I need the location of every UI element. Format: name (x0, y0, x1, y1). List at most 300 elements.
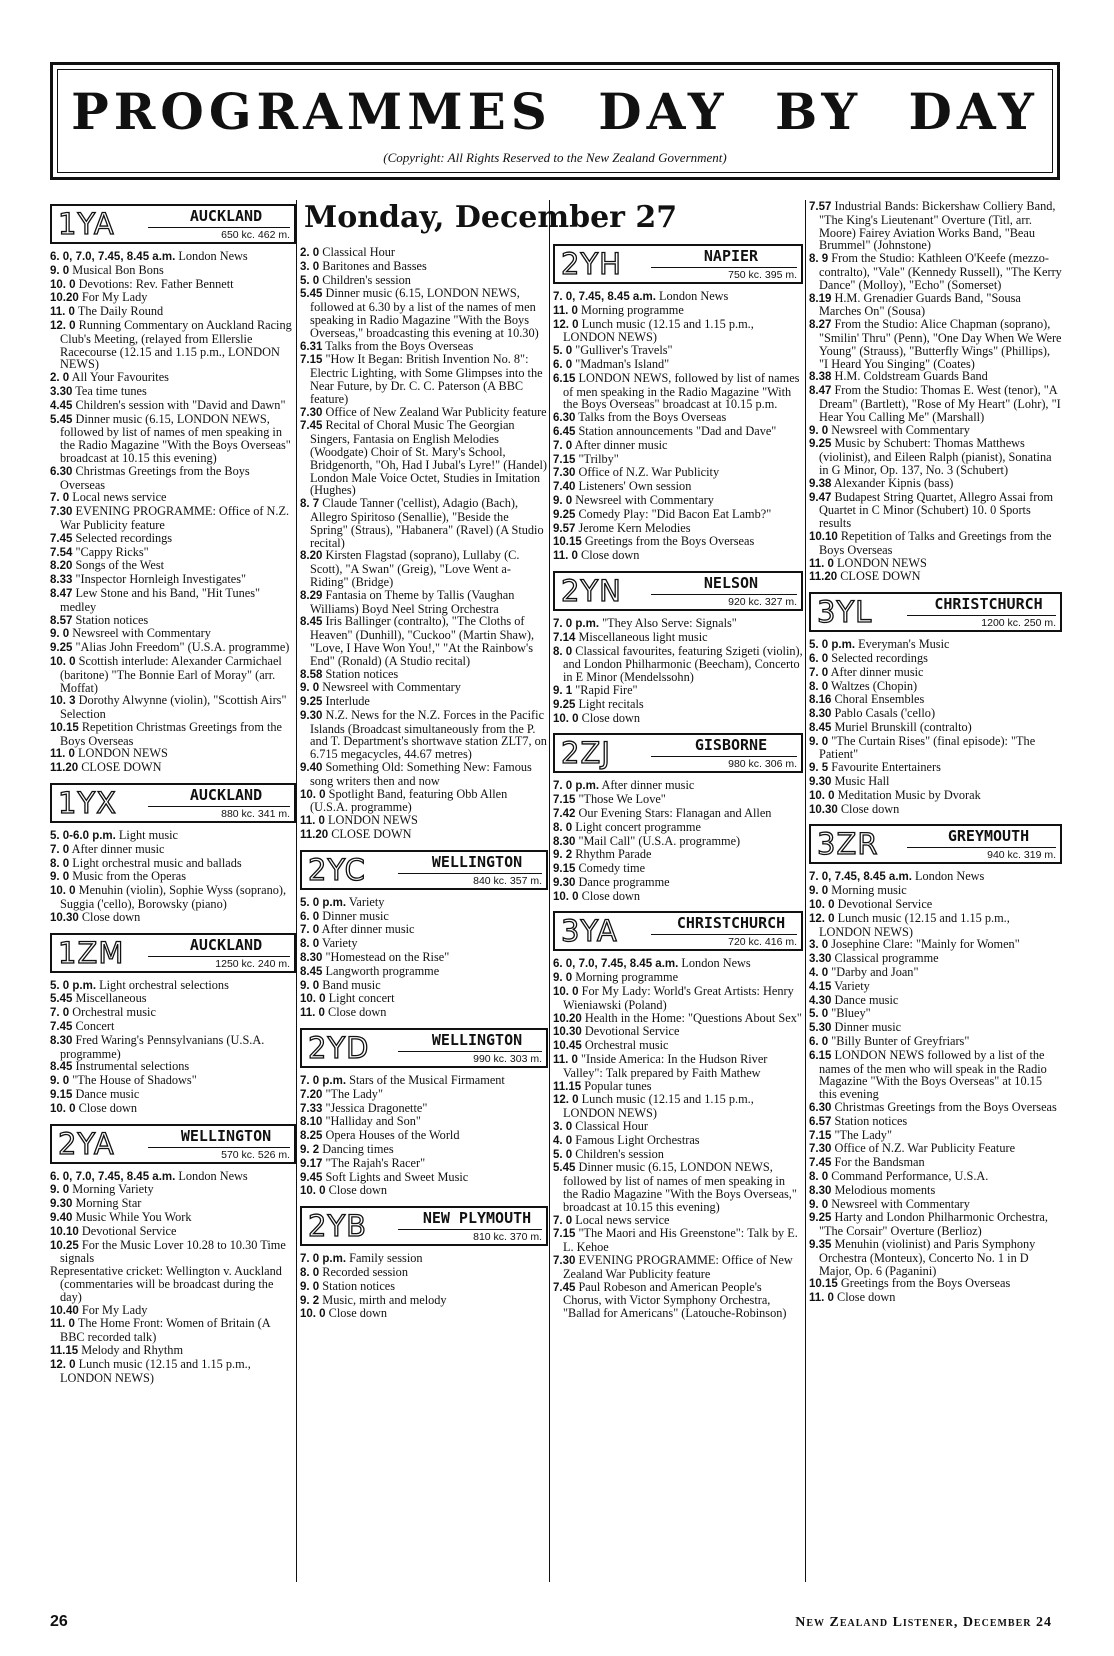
programme-entry (553, 1120, 803, 1134)
programme-description: Morning programme (581, 302, 684, 317)
programme-time: 10. 0 (553, 986, 579, 999)
programme-time: 9.17 (300, 1157, 323, 1170)
programme-entry (809, 1156, 1062, 1170)
programme-description: Dinner music (322, 908, 389, 923)
programme-description: LONDON NEWS (837, 555, 927, 570)
programme-entry (300, 965, 548, 979)
station-callsign: 1YA (58, 207, 115, 241)
programme-list (50, 1170, 296, 1385)
programme-time: 8.47 (809, 385, 832, 398)
programme-time: 7.45 (300, 420, 323, 433)
programme-description: Choral Ensembles (834, 692, 925, 707)
page-title: PROGRAMMES DAY BY DAY (71, 82, 1039, 141)
programme-time: 7. 0 (809, 666, 829, 679)
programme-time: 9. 0 (50, 1075, 70, 1088)
programme-time: 9.57 (553, 522, 576, 535)
programme-description: Menuhin (violinist) and Paris Symphony Orchestra (Monteux), Concerto No. 1 in D Major, Op. 6 (Paganini) (819, 1236, 1036, 1278)
programme-entry (809, 1198, 1062, 1212)
programme-entry (809, 1211, 1062, 1238)
programme-description: Greetings from the Boys Overseas (840, 1276, 1011, 1291)
programme-entry (50, 627, 296, 641)
programme-entry (809, 1184, 1062, 1198)
programme-description: Close down (328, 1183, 388, 1198)
programme-time: 5. 0 (809, 1008, 829, 1021)
programme-entry (553, 466, 803, 480)
programme-entry (809, 1049, 1062, 1101)
programme-description: Variety (834, 978, 870, 993)
programme-time: 4.30 (809, 994, 832, 1007)
programme-time: 7.40 (553, 481, 576, 494)
programme-entry (809, 912, 1062, 939)
programme-entry (300, 937, 548, 951)
programme-time: 6.57 (809, 1115, 832, 1128)
programme-description: "The Curtain Rises" (final episode): "The Patient" (819, 733, 1036, 762)
programme-time: 6. 0 (300, 910, 320, 923)
programme-time: 10.30 (553, 1026, 582, 1039)
programme-list (50, 250, 296, 775)
programme-time: 5. 0 p.m. (50, 979, 97, 992)
programme-entry (50, 1088, 296, 1102)
programme-description: N.Z. News for the N.Z. Forces in the Pacific Islands (Broadcast simultaneously from the P. and T. Department's shortwave station ZLT7, on 6.715 megacycles, 44.67 metres) (310, 707, 547, 762)
programme-description: Interlude (325, 694, 370, 709)
station-callsign: 2YN (561, 573, 622, 608)
programme-time: 8.38 (809, 371, 832, 384)
programme-time: 11. 0 (50, 1318, 75, 1331)
programme-entry (300, 1280, 548, 1294)
programme-entry (553, 358, 803, 372)
programme-time: 9. 0 (553, 494, 573, 507)
programme-description: Christmas Greetings from the Boys Overseas (834, 1100, 1057, 1115)
programme-entry (300, 979, 548, 993)
programme-entry (553, 957, 803, 971)
programme-entry (809, 1238, 1062, 1277)
programme-time: 9. 0 (50, 871, 70, 884)
programme-list (553, 957, 803, 1320)
programme-entry (553, 494, 803, 508)
programme-time: 6.45 (553, 425, 576, 438)
programme-entry (809, 693, 1062, 707)
programme-time: 8.19 (809, 292, 832, 305)
programme-entry (50, 1358, 296, 1385)
programme-time: 5.45 (50, 993, 73, 1006)
programme-description: Music While You Work (75, 1210, 192, 1225)
station-callsign: 2YC (308, 852, 366, 887)
programme-list (809, 870, 1062, 1305)
programme-entry (300, 814, 548, 828)
programme-time: 8.27 (809, 319, 832, 332)
programme-description: Music by Schubert: Thomas Matthews (violinist), and Eileen Ralph (pianist), Sonatina in G Minor, Op. 137, No. 3 (Schubert) (819, 436, 1052, 477)
programme-description: H.M. Grenadier Guards Band, "Sousa Marches On" (Sousa) (819, 290, 1021, 319)
programme-description: LONDON NEWS, followed by list of names of men speaking in the Radio Magazine "With the Boys Overseas" broadcast at 10.15 p.m. (563, 370, 800, 412)
programme-entry (553, 1080, 803, 1094)
programme-time: 12. 0 (553, 1094, 579, 1107)
programme-description: Newsreel with Commentary (831, 422, 970, 437)
programme-time: 7. 0 (50, 843, 70, 856)
programme-time: 8. 0 (50, 857, 70, 870)
station-city: WELLINGTON (431, 1031, 523, 1050)
programme-entry (50, 641, 296, 655)
programme-description: Close down (581, 710, 641, 725)
programme-time: 6.31 (300, 340, 323, 353)
programme-entry (553, 290, 803, 304)
programme-time: 11.15 (50, 1344, 79, 1357)
programme-description: Songs of the West (75, 558, 165, 573)
programme-description: Close down (328, 1005, 387, 1020)
masthead-banner (50, 62, 1060, 180)
programme-time: 9.30 (809, 776, 832, 789)
programme-description: Budapest String Quartet, Allegro Assai from Quartet in C Minor (Schubert) 10. 0 Sports results (819, 489, 1054, 531)
station-callsign: 3YL (817, 595, 873, 630)
programme-description: Local news service (72, 490, 167, 505)
programme-time: 12. 0 (50, 319, 76, 332)
programme-description: From the Studio: Thomas E. West (tenor), "A Dream" (Bartlett), "Rose of My Heart" (Lohr), "I Hear You Calling Me" (Marshall) (819, 383, 1061, 424)
programme-entry (300, 1157, 548, 1171)
column-divider (549, 200, 550, 1582)
programme-entry (809, 1170, 1062, 1184)
programme-description: Band music (322, 977, 381, 992)
station-header-3ya (553, 911, 803, 951)
station-callsign: 1YX (58, 786, 118, 821)
programme-entry (809, 938, 1062, 952)
station-frequency: 990 kc. 303 m. (398, 1051, 542, 1066)
programme-description: Iris Ballinger (contralto), "The Cloths of Heaven" (Dunhill), "Cuckoo" (Martin Shaw), "Love, I Have Won You!," "At the Rainbow's End" (Ronald) (A Studio recital) (310, 614, 535, 668)
programme-entry (50, 992, 296, 1006)
programme-entry (300, 589, 548, 616)
programme-time: 9. 2 (300, 1294, 320, 1307)
programme-description: After dinner music (321, 922, 415, 937)
programme-entry (809, 680, 1062, 694)
programme-entry (809, 1291, 1062, 1305)
programme-entry (50, 399, 296, 413)
programme-entry (809, 1277, 1062, 1291)
column-divider (296, 200, 297, 1582)
programme-description: Representative cricket: Wellington v. Auckland (commentaries will be broadcast during the day) (50, 1264, 282, 1304)
programme-entry (809, 775, 1062, 789)
publication-footer: New Zealand Listener, December 24 (795, 1615, 1052, 1630)
programme-description: Light orchestral music and ballads (72, 855, 242, 870)
programme-entry (50, 385, 296, 399)
programme-time: 7. 0 (50, 492, 70, 505)
programme-entry (300, 1006, 548, 1020)
programme-time: 7.45 (50, 1021, 73, 1034)
programme-time: 9. 0 (300, 1280, 320, 1293)
programme-description: Dinner music (834, 1020, 902, 1035)
programme-entry (553, 304, 803, 318)
programme-description: Listeners' Own session (578, 479, 692, 494)
programme-description: For the Music Lover 10.28 to 10.30 Time signals (60, 1237, 286, 1266)
programme-entry (300, 615, 548, 667)
station-frequency: 920 kc. 327 m. (651, 594, 797, 609)
programme-description: Morning programme (575, 970, 679, 985)
station-frequency: 720 kc. 416 m. (651, 934, 797, 949)
programme-description: Menuhin (violin), Sophie Wyss (soprano), Suggia ('cello), Borowsky (piano) (60, 883, 287, 912)
programme-time: 10. 0 (300, 1185, 326, 1198)
programme-time: 6.30 (809, 1102, 832, 1115)
programme-entry (50, 884, 296, 911)
programme-time: 8.30 (50, 1034, 73, 1047)
programme-time: 6.30 (50, 465, 73, 478)
programme-entry (553, 439, 803, 453)
programme-entry (300, 1102, 548, 1116)
programme-entry (809, 994, 1062, 1008)
programme-description: Popular tunes (584, 1078, 652, 1093)
column-3 (553, 200, 803, 1582)
programme-description: Recorded session (322, 1265, 408, 1279)
station-city: AUCKLAND (189, 207, 263, 225)
programme-time: 5.45 (300, 288, 323, 301)
programme-entry (50, 1060, 296, 1074)
station-frequency: 880 kc. 341 m. (148, 806, 290, 821)
programme-time: 12. 0 (809, 912, 835, 925)
programme-description: "Alias John Freedom" (U.S.A. programme) (75, 640, 290, 655)
programme-time: 10. 0 (809, 899, 835, 912)
programme-description: Recital of Choral Music The Georgian Singers, Fantasia on English Melodies (Woodgate) Choir of St. Mary's School, Bridgenorth, "Oh, Had I Jubal's Lyre!" (Handel) London Male Voice Octet, Studies in Imitation (Hughes) (310, 418, 547, 498)
programme-list (553, 290, 803, 563)
programme-description: All Your Favourites (71, 370, 169, 385)
programme-entry (809, 1142, 1062, 1156)
programme-entry (300, 695, 548, 709)
programme-description: Baritones and Basses (322, 258, 427, 273)
station-header-2yb (300, 1206, 548, 1246)
programme-description: "Cappy Ricks" (75, 544, 149, 559)
programme-entry (809, 666, 1062, 680)
programme-entry (50, 614, 296, 628)
station-header-2yd (300, 1028, 548, 1068)
programme-time: 7. 0 (553, 1214, 573, 1227)
programme-description: London News (915, 869, 985, 884)
programme-time: 10. 0 (300, 993, 326, 1006)
programme-time: 8.30 (809, 1184, 832, 1197)
programme-description: Variety (322, 936, 358, 951)
programme-description: Lunch music (12.15 and 1.15 p.m., LONDON NEWS) (563, 1092, 754, 1121)
programme-time: 8.25 (300, 1130, 323, 1143)
programme-entry (809, 1129, 1062, 1143)
programme-description: EVENING PROGRAMME: Office of N.Z. War Publicity feature (60, 504, 290, 532)
programme-time: 11. 0 (553, 1054, 578, 1067)
programme-entry (553, 985, 803, 1012)
programme-entry (553, 318, 803, 345)
programme-description: Our Evening Stars: Flanagan and Allen (578, 805, 772, 820)
programme-description: For the Bandsman (834, 1155, 925, 1170)
programme-entry (300, 668, 548, 682)
programme-entry (553, 876, 803, 890)
programme-entry (50, 465, 296, 492)
programme-entry (50, 278, 296, 292)
programme-entry (809, 1115, 1062, 1129)
programme-time: 10.20 (553, 1012, 582, 1025)
programme-description: Children's session (322, 272, 411, 287)
station-city: CHRISTCHURCH (676, 914, 786, 933)
programme-time: 10. 0 (300, 788, 326, 801)
programme-description: The Daily Round (77, 304, 164, 319)
station-city: NELSON (703, 573, 759, 592)
programme-description: Repetition of Talks and Greetings from the Boys Overseas (819, 528, 1052, 557)
programme-entry (50, 491, 296, 505)
programme-description: Devotions: Rev. Father Bennett (78, 276, 234, 291)
programme-time: 3.30 (809, 953, 832, 966)
column-1 (50, 200, 296, 1582)
programme-time: 9.40 (50, 1212, 73, 1225)
programme-entry (809, 1101, 1062, 1115)
programme-entry (300, 1129, 548, 1143)
programme-description: Spotlight Band, featuring Obb Allen (U.S.A. programme) (310, 786, 508, 815)
programme-time: 9.25 (553, 698, 576, 711)
programme-description: "Inside America: In the Hudson River Valley": Talk prepared by Faith Mathew (563, 1052, 768, 1080)
programme-time: 7.14 (553, 631, 576, 644)
programme-entry (553, 344, 803, 358)
programme-entry (809, 952, 1062, 966)
programme-description: "Mail Call" (U.S.A. programme) (578, 833, 741, 848)
programme-description: Close down (837, 1290, 896, 1305)
programme-description: Langworth programme (325, 963, 440, 978)
programme-description: Station notices (75, 612, 149, 627)
programme-entry (50, 1006, 296, 1020)
programme-time: 3. 0 (300, 260, 320, 273)
programme-entry (300, 1184, 548, 1198)
programme-time: 10.15 (50, 721, 79, 734)
programme-time: 8.20 (300, 550, 323, 563)
programme-time: 10.45 (553, 1040, 582, 1053)
programme-description: Command Performance, U.S.A. (831, 1169, 989, 1183)
programme-entry (809, 252, 1062, 291)
programme-time: 10. 0 (300, 1308, 326, 1321)
programme-description: Dancing times (322, 1142, 394, 1157)
programme-time: 10.40 (50, 1304, 79, 1317)
programme-time: 7.42 (553, 807, 576, 820)
programme-description: Music from the Operas (72, 869, 186, 884)
programme-time: 11. 0 (300, 1007, 325, 1020)
programme-description: Fred Waring's Pennsylvanians (U.S.A. programme) (60, 1032, 265, 1061)
programme-entry (809, 437, 1062, 476)
programme-entry (553, 411, 803, 425)
programme-time: 5. 0 p.m. (809, 639, 856, 652)
programme-entry (50, 979, 296, 993)
programme-description: Talks from the Boys Overseas (325, 338, 474, 353)
programme-description: After dinner music (71, 841, 165, 856)
programme-time: 9. 0 (809, 1198, 829, 1211)
programme-time: 8.20 (50, 560, 73, 573)
programme-entry (50, 829, 296, 843)
programme-time: 7.57 (809, 201, 832, 213)
programme-time: 6. 0, 7.0, 7.45, 8.45 a.m. (50, 251, 176, 263)
programme-entry (553, 698, 803, 712)
programme-time: 4.15 (809, 980, 832, 993)
station-header-2yc (300, 850, 548, 890)
programme-description: Station notices (322, 1278, 396, 1293)
station-header-2ya (50, 1124, 296, 1164)
programme-description: LONDON NEWS (328, 813, 418, 828)
programme-entry (300, 274, 548, 288)
programme-description: Office of N.Z. War Publicity (578, 465, 720, 480)
programme-time: 8. 0 (553, 645, 573, 658)
programme-description: "Jessica Dragonette" (325, 1100, 428, 1115)
programme-description: Classical programme (834, 951, 939, 966)
programme-description: Paul Robeson and American People's Chorus, with Victor Symphony Orchestra, "Ballad for Americans" (Latouche-Robinson) (563, 1279, 787, 1321)
programme-description: Family session (349, 1251, 423, 1266)
programme-entry (300, 1307, 548, 1321)
programme-time: 6. 0 (809, 652, 829, 665)
programme-description: Close down (840, 801, 900, 816)
programme-time: 5. 0 p.m. (300, 896, 347, 909)
programme-time: 9.30 (300, 709, 323, 722)
programme-description: Talks from the Boys Overseas (578, 410, 727, 425)
programme-time: 8.45 (300, 616, 323, 629)
programme-entry (553, 1148, 803, 1162)
programme-description: LONDON NEWS followed by a list of the names of the men who will speak in the Radio Magazine "With the Boys Overseas" at 10.15 this evening (819, 1047, 1047, 1102)
programme-time: 6. 0 (553, 358, 573, 371)
programme-entry (553, 372, 803, 411)
station-city: GISBORNE (694, 736, 768, 755)
programme-entry (50, 761, 296, 775)
programme-entry (300, 406, 548, 420)
programme-description: Famous Light Orchestras (575, 1132, 700, 1147)
programme-entry (553, 1093, 803, 1120)
programme-entry (553, 617, 803, 631)
programme-description: Station notices (834, 1113, 908, 1128)
programme-description: Dance music (75, 1087, 140, 1102)
programme-time: 10.25 (50, 1239, 79, 1252)
programme-time: 10. 0 (809, 789, 835, 802)
programme-time: 2. 0 (300, 247, 320, 259)
programme-description: Muriel Brunskill (contralto) (834, 719, 972, 734)
programme-entry (300, 260, 548, 274)
programme-time: 8. 0 (300, 1267, 320, 1279)
programme-time: 7.30 (809, 1143, 832, 1156)
programme-time: 8.29 (300, 589, 323, 602)
programme-description: Industrial Bands: Bickershaw Colliery Band, "The King's Lieutenant" Overture (Titl, arr. Moore) Fairey Aviation Works Band, "Beau Brummel" (Johnstone) (819, 199, 1056, 253)
programme-time: 6.15 (553, 372, 576, 385)
programme-entry (809, 638, 1062, 652)
programme-time: 7.15 (553, 794, 576, 807)
programme-entry (50, 546, 296, 560)
programme-entry (50, 1225, 296, 1239)
programme-time: 9. 0 (809, 735, 829, 748)
programme-description: "Inspector Hornleigh Investigates" (75, 572, 247, 587)
programme-list (553, 779, 803, 903)
programme-entry (300, 419, 548, 497)
programme-description: Health in the Home: "Questions About Sex" (584, 1010, 802, 1025)
station-callsign: 3YA (561, 914, 618, 949)
station-city: AUCKLAND (189, 786, 263, 805)
programme-time: 8. 0 (300, 938, 320, 951)
station-frequency: 980 kc. 306 m. (651, 756, 797, 771)
programme-time: 7. 0, 7.45, 8.45 a.m. (809, 871, 912, 884)
programme-description: Close down (581, 548, 640, 563)
programme-time: 9.30 (50, 1198, 73, 1211)
programme-description: After dinner music (574, 437, 668, 452)
programme-time: 11.15 (553, 1080, 582, 1093)
programme-time: 11. 0 (50, 748, 75, 761)
programme-time: 10.10 (809, 530, 838, 543)
programme-entry (300, 549, 548, 588)
programme-time: 7.30 (50, 506, 73, 519)
programme-time: 9. 0 (50, 1184, 70, 1197)
programme-time: 9.40 (300, 762, 323, 775)
programme-description: "Trilby" (578, 451, 619, 466)
programme-time: 8. 0 (809, 1171, 829, 1183)
programme-description: Station notices (325, 666, 399, 681)
programme-description: Selected recordings (75, 530, 173, 545)
programme-entry (50, 264, 296, 278)
programme-time: 7. 0 p.m. (553, 617, 600, 630)
programme-entry (553, 1012, 803, 1026)
programme-description: Favourite Entertainers (831, 760, 941, 775)
programme-time: 8.16 (809, 694, 832, 707)
station-city: NEW PLYMOUTH (422, 1209, 532, 1228)
programme-description: Classical Hour (322, 245, 396, 259)
programme-entry (300, 896, 548, 910)
programme-description: Music Hall (834, 774, 890, 789)
